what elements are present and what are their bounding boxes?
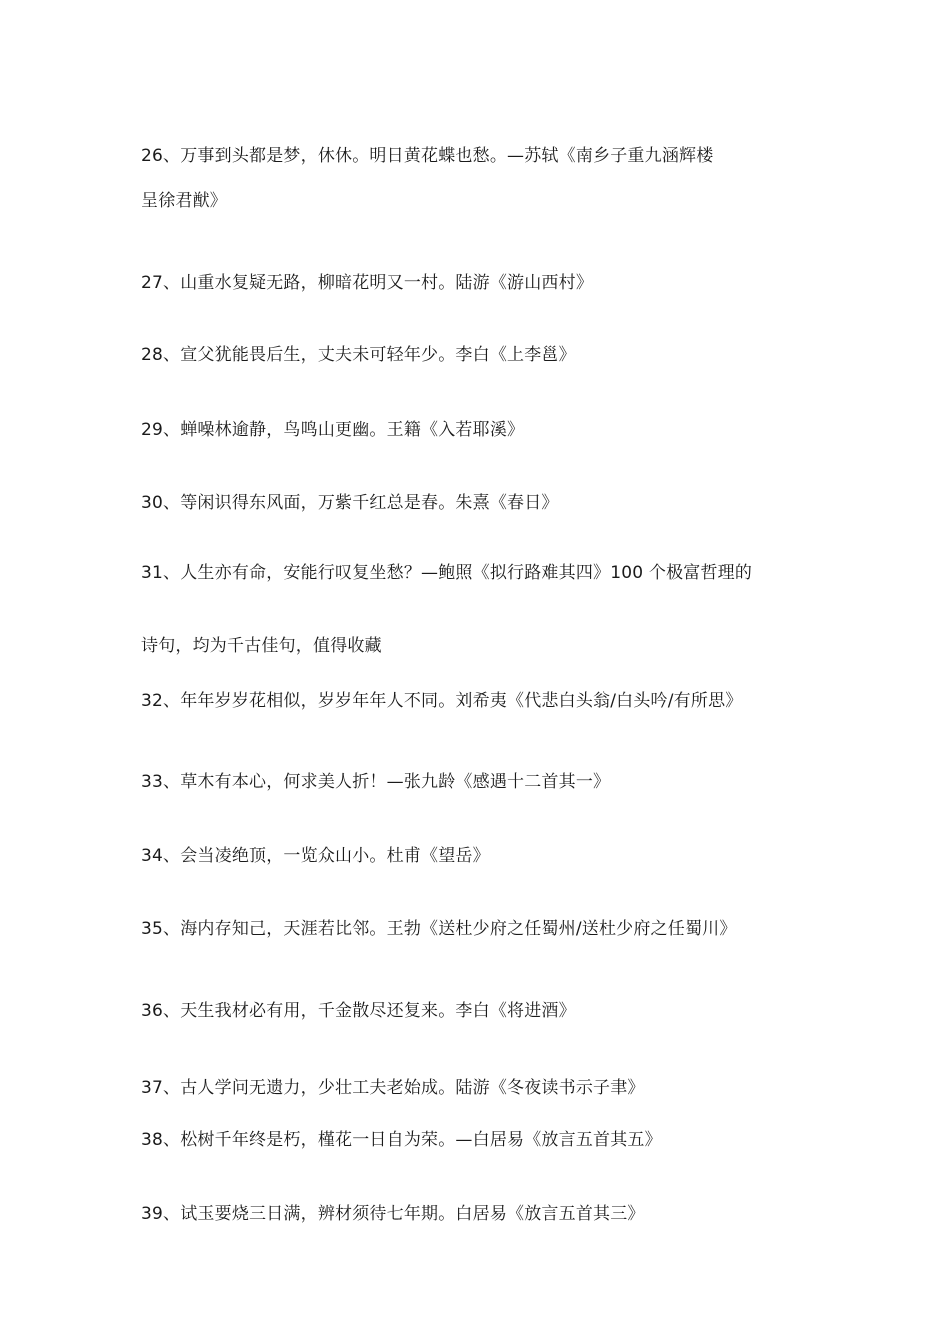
text-line-30: 30、等闲识得东风面，万紫千红总是春。朱熹《春日》 xyxy=(141,493,559,513)
text-line-35: 35、海内存知己，天涯若比邻。王勃《送杜少府之任蜀州/送杜少府之任蜀川》 xyxy=(141,919,737,939)
text-line-33: 33、草木有本心，何求美人折！—张九龄《感遇十二首其一》 xyxy=(141,772,611,792)
text-line-31-continued: 诗句，均为千古佳句，值得收藏 xyxy=(141,636,382,656)
text-line-37: 37、古人学问无遗力，少壮工夫老始成。陆游《冬夜读书示子聿》 xyxy=(141,1078,645,1098)
text-line-39: 39、试玉要烧三日满，辨材须待七年期。白居易《放言五首其三》 xyxy=(141,1204,645,1224)
text-line-32: 32、年年岁岁花相似，岁岁年年人不同。刘希夷《代悲白头翁/白头吟/有所思》 xyxy=(141,691,743,711)
text-line-38: 38、松树千年终是朽，槿花一日自为荣。—白居易《放言五首其五》 xyxy=(141,1130,662,1150)
text-line-36: 36、天生我材必有用，千金散尽还复来。李白《将进酒》 xyxy=(141,1001,576,1021)
text-line-34: 34、会当凌绝顶，一览众山小。杜甫《望岳》 xyxy=(141,846,490,866)
text-line-26: 26、万事到头都是梦，休休。明日黄花蝶也愁。—苏轼《南乡子重九涵辉楼 xyxy=(141,146,714,166)
text-line-26-continued: 呈徐君猷》 xyxy=(141,191,227,211)
text-line-27: 27、山重水复疑无路，柳暗花明又一村。陆游《游山西村》 xyxy=(141,273,594,293)
text-line-28: 28、宣父犹能畏后生，丈夫未可轻年少。李白《上李邕》 xyxy=(141,345,576,365)
text-line-29: 29、蝉噪林逾静，鸟鸣山更幽。王籍《入若耶溪》 xyxy=(141,420,525,440)
text-line-31: 31、人生亦有命，安能行叹复坐愁？—鲍照《拟行路难其四》100 个极富哲理的 xyxy=(141,563,753,583)
